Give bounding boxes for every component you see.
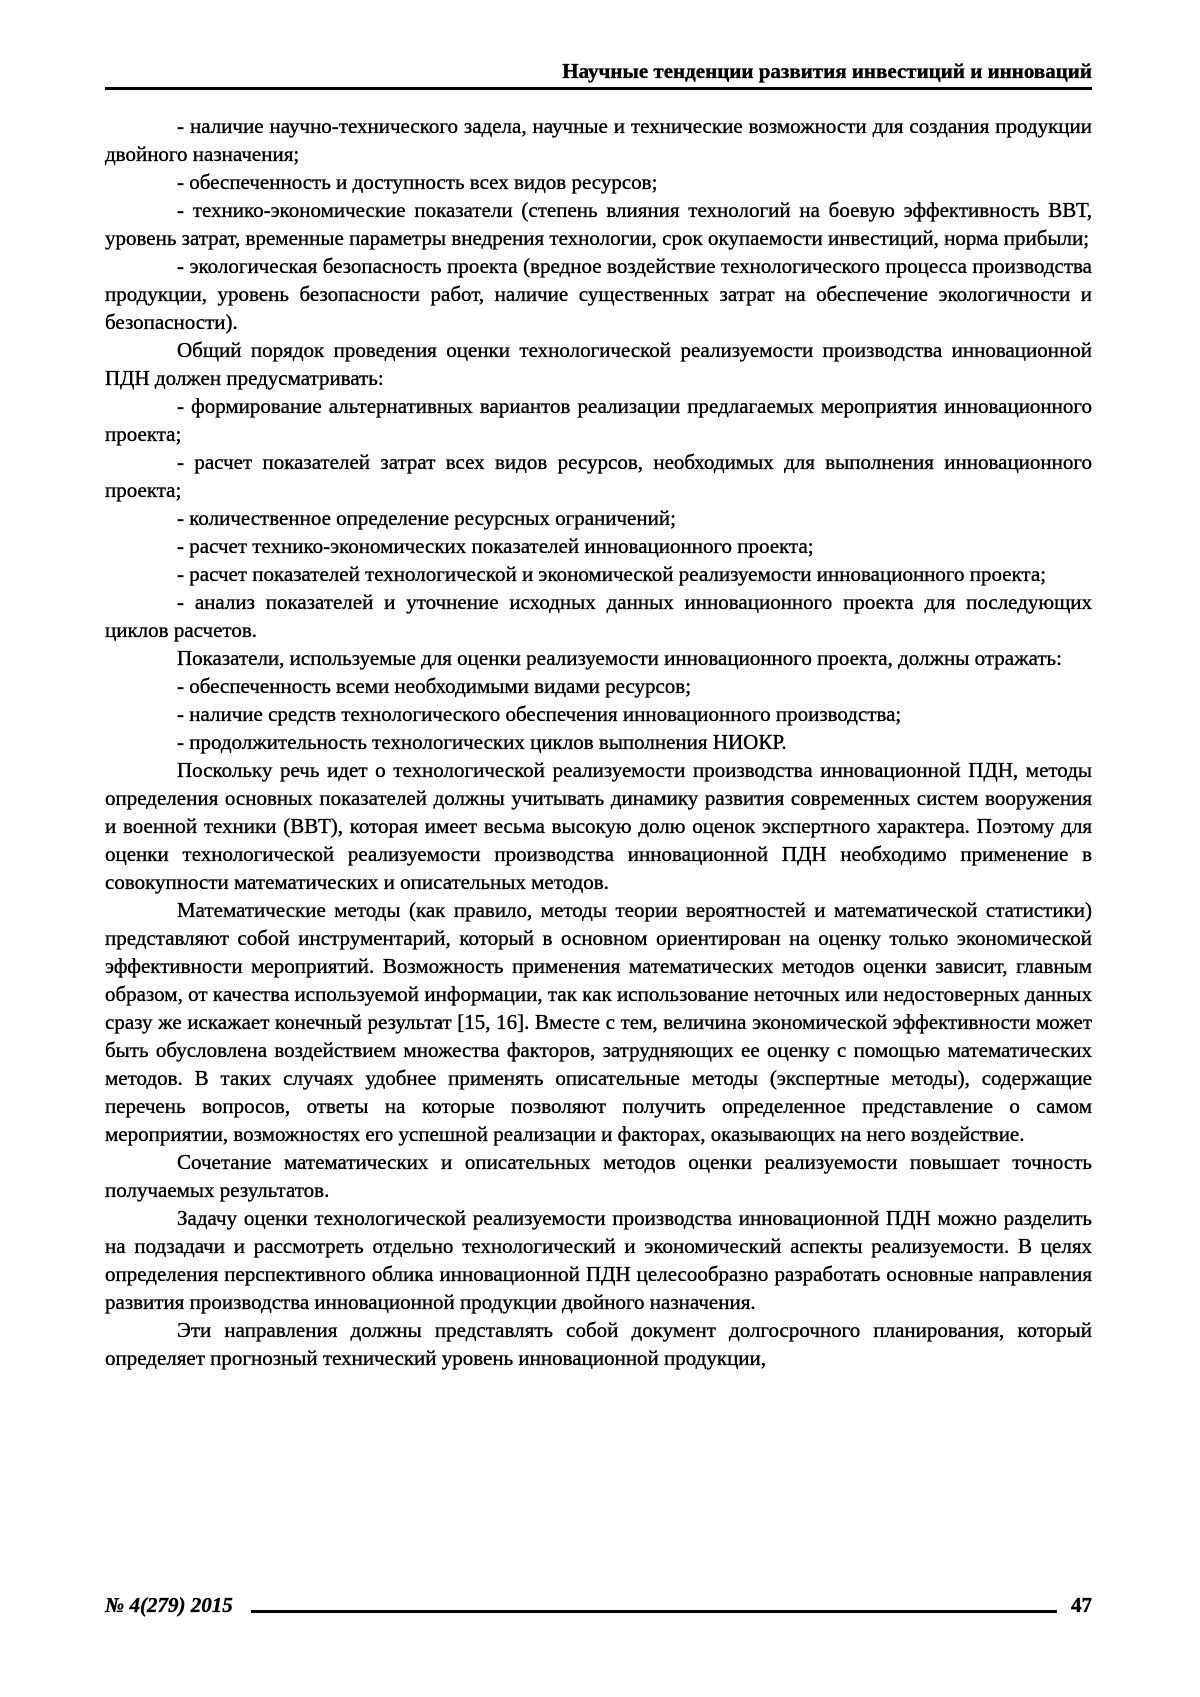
paragraph: - расчет технико-экономических показателей инновационного проекта; [177,534,814,558]
paragraph: - количественное определение ресурсных ограничений; [177,506,676,530]
paragraph: - экологическая безопасность проекта (вредное воздействие технологического процесса производства продукции, уровень безопасности работ, наличие существенных затрат на обеспечение экологичности и безопасности). [105,254,1092,334]
journal-issue-label: № 4(279) 2015 [105,1593,233,1617]
page-number: 47 [1071,1593,1092,1617]
running-head-title: Научные тенденции развития инвестиций и инноваций [562,59,1092,83]
paragraph: Сочетание математических и описательных методов оценки реализуемости повышает точность получаемых результатов. [105,1150,1092,1202]
paragraph: Задачу оценки технологической реализуемости производства инновационной ПДН можно разделить на подзадачи и рассмотреть отдельно технологический и экономический аспекты реализуемости. В целях определения перспективного облика инновационной ПДН целесообразно разработать основные направления развития производства инновационной продукции двойного назначения. [105,1206,1092,1314]
page-header [105,58,1092,90]
paragraph: - расчет показателей затрат всех видов ресурсов, необходимых для выполнения инновационного проекта; [105,450,1092,502]
paragraph: - формирование альтернативных вариантов реализации предлагаемых мероприятия инновационного проекта; [105,394,1092,446]
paragraph: Общий порядок проведения оценки технологической реализуемости производства инновационной ПДН должен предусматривать: [105,338,1092,390]
paragraph: - технико-экономические показатели (степень влияния технологий на боевую эффективность ВВТ, уровень затрат, временные параметры внедрения технологии, срок окупаемости инвестиций, норма прибыли; [105,198,1092,250]
paragraph: Показатели, используемые для оценки реализуемости инновационного проекта, должны отражать: [177,646,1062,670]
paragraph: - продолжительность технологических циклов выполнения НИОКР. [177,730,787,754]
paragraph: - расчет показателей технологической и экономической реализуемости инновационного проекта; [177,562,1047,586]
paragraph: Поскольку речь идет о технологической реализуемости производства инновационной ПДН, методы определения основных показателей должны учитывать динамику развития современных систем вооружения и военной техники (ВВТ), которая имеет весьма высокую долю оценок экспертного характера. Поэтому для оценки технологической реализуемости производства инновационной ПДН необходимо применение в совокупности математических и описательных методов. [105,758,1092,894]
paragraph: - наличие средств технологического обеспечения инновационного производства; [177,702,902,726]
paragraph: - анализ показателей и уточнение исходных данных инновационного проекта для последующих циклов расчетов. [105,590,1092,642]
paragraph: Математические методы (как правило, методы теории вероятностей и математической статистики) представляют собой инструментарий, который в основном ориентирован на оценку только экономической эффективности мероприятий. Возможность применения математических методов оценки зависит, главным образом, от качества используемой информации, так как использование неточных или недостоверных данных сразу же искажает конечный результат [15, 16]. Вместе с тем, величина экономической эффективности может быть обусловлена воздействием множества факторов, затрудняющих ее оценку с помощью математических методов. В таких случаях удобнее применять описательные методы (экспертные методы), содержащие перечень вопросов, ответы на которые позволяют получить определенное представление о самом мероприятии, возможностях его успешной реализации и факторах, оказывающих на него воздействие. [105,898,1092,1146]
paragraph: - наличие научно-технического задела, научные и технические возможности для создания продукции двойного назначения; [105,114,1092,166]
body-text [105,112,1092,1372]
paragraph: Эти направления должны представлять собой документ долгосрочного планирования, который определяет прогнозный технический уровень инновационной продукции, [105,1318,1092,1370]
paragraph: - обеспеченность всеми необходимыми видами ресурсов; [177,674,692,698]
footer-rule [251,1610,1057,1613]
paragraph: - обеспеченность и доступность всех видов ресурсов; [177,170,658,194]
page-footer [105,1592,1092,1618]
